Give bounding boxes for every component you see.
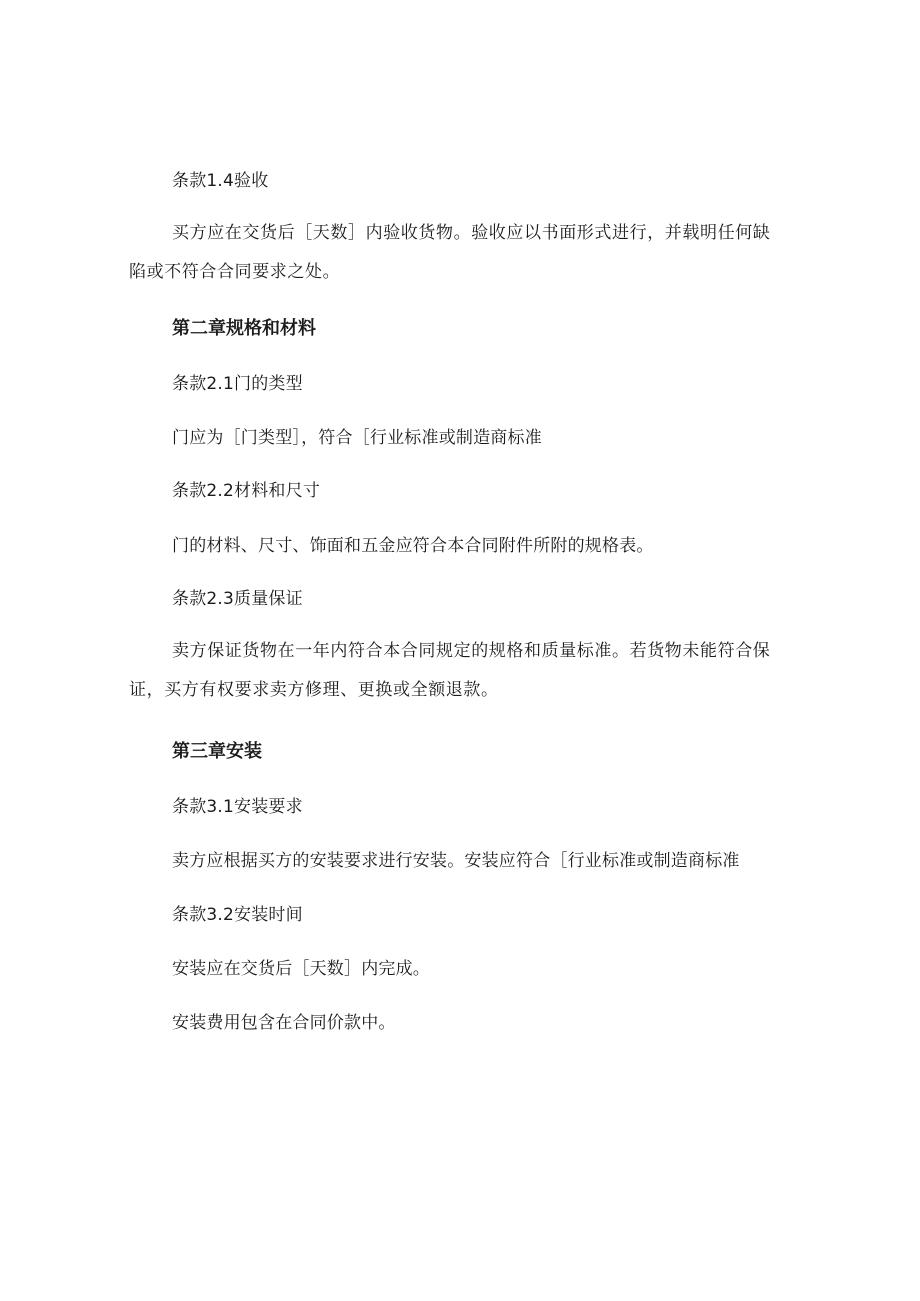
chapter-2-title: 第二章规格和材料 — [172, 318, 316, 339]
clause-2-3-text: 卖方保证货物在一年内符合本合同规定的规格和质量标准。若货物未能符合保证，买方有权要求卖方修理、更换或全额退款。 — [129, 641, 771, 700]
clause-3-2-text: 安装应在交货后［天数］内完成。 — [172, 959, 430, 979]
clause-1-4-text: 买方应在交货后［天数］内验收货物。验收应以书面形式进行，并载明任何缺陷或不符合合同要求之处。 — [129, 223, 771, 282]
clause-2-1-text: 门应为［门类型］，符合［行业标准或制造商标准 — [172, 428, 542, 448]
clause-2-3-title: 条款2.3质量保证 — [172, 589, 303, 609]
clause-2-1-title: 条款2.1门的类型 — [172, 374, 303, 394]
clause-3-2-note: 安装费用包含在合同价款中。 — [172, 1013, 396, 1033]
clause-2-2-text: 门的材料、尺寸、饰面和五金应符合本合同附件所附的规格表。 — [172, 536, 654, 556]
chapter-3-title: 第三章安装 — [172, 741, 262, 762]
clause-3-2-title: 条款3.2安装时间 — [172, 905, 303, 925]
clause-3-1-title: 条款3.1安装要求 — [172, 797, 303, 817]
clause-2-2-title: 条款2.2材料和尺寸 — [172, 481, 321, 501]
clause-1-4-title: 条款1.4验收 — [172, 171, 269, 191]
clause-3-1-text: 卖方应根据买方的安装要求进行安装。安装应符合［行业标准或制造商标准 — [172, 851, 740, 871]
